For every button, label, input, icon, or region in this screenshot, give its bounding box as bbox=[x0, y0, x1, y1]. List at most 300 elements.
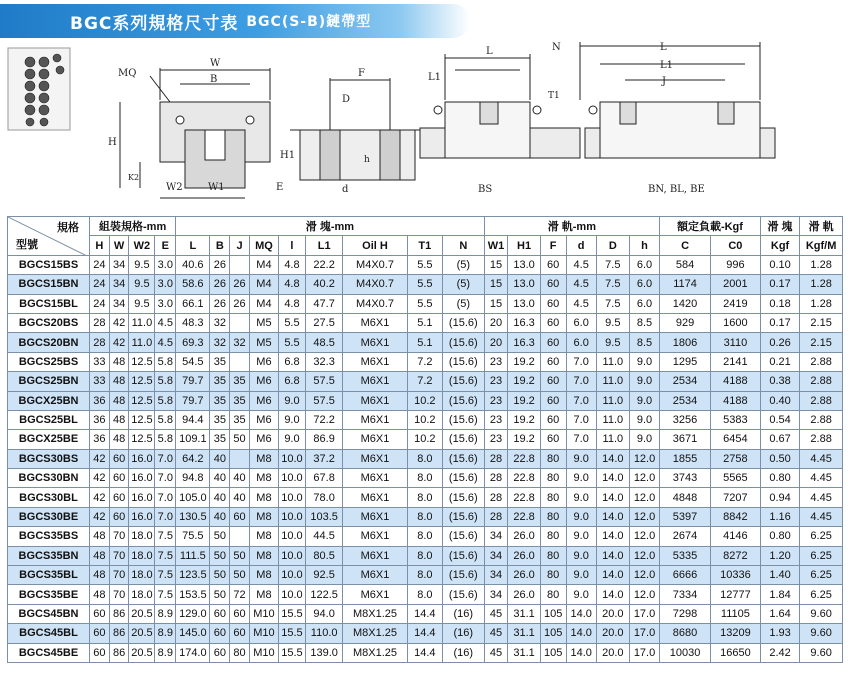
column-header: N bbox=[443, 236, 485, 255]
table-cell: 31.1 bbox=[508, 643, 540, 662]
table-cell: 40 bbox=[210, 507, 230, 526]
table-cell: 6.0 bbox=[566, 313, 596, 332]
table-cell: 2.88 bbox=[800, 352, 843, 371]
table-cell: 7.0 bbox=[566, 391, 596, 410]
table-cell: 33 bbox=[90, 372, 110, 391]
table-cell: 2.42 bbox=[760, 643, 799, 662]
table-cell: 11.0 bbox=[596, 391, 629, 410]
table-cell: (15.6) bbox=[443, 449, 485, 468]
table-cell: 60 bbox=[540, 255, 566, 274]
table-cell: 8.5 bbox=[629, 333, 659, 352]
table-cell: 35 bbox=[210, 410, 230, 429]
table-cell: 15.5 bbox=[278, 643, 305, 662]
table-cell: 5.5 bbox=[407, 255, 442, 274]
table-cell: 40.2 bbox=[305, 275, 342, 294]
table-cell: 130.5 bbox=[176, 507, 210, 526]
table-cell: (16) bbox=[443, 643, 485, 662]
side-view-bn-drawing bbox=[580, 42, 775, 195]
table-cell: 60 bbox=[540, 294, 566, 313]
table-cell: 48 bbox=[90, 585, 110, 604]
table-cell: 7.5 bbox=[155, 566, 176, 585]
group-load: 額定負載-Kgf bbox=[660, 217, 761, 236]
table-cell: 40 bbox=[230, 469, 250, 488]
table-cell: 60 bbox=[109, 449, 129, 468]
table-cell: M6X1 bbox=[343, 391, 407, 410]
title-banner bbox=[0, 4, 470, 38]
table-cell: 15.5 bbox=[278, 604, 305, 623]
table-cell: 10.0 bbox=[278, 585, 305, 604]
table-cell: 6.8 bbox=[278, 372, 305, 391]
table-cell: 14.0 bbox=[596, 469, 629, 488]
table-cell: 4146 bbox=[710, 527, 760, 546]
model-cell: BGCS15BN bbox=[8, 275, 90, 294]
table-cell: (15.6) bbox=[443, 507, 485, 526]
table-cell: (15.6) bbox=[443, 410, 485, 429]
label-mq: MQ bbox=[118, 68, 137, 79]
table-cell: 80 bbox=[540, 449, 566, 468]
table-cell: 6.8 bbox=[278, 352, 305, 371]
table-cell: 996 bbox=[710, 255, 760, 274]
table-cell: 7.2 bbox=[407, 352, 442, 371]
table-cell: 4.45 bbox=[800, 507, 843, 526]
table-cell: 2674 bbox=[660, 527, 711, 546]
table-cell: M4 bbox=[249, 294, 278, 313]
column-header: F bbox=[540, 236, 566, 255]
table-cell: 5335 bbox=[660, 546, 711, 565]
table-cell: 60 bbox=[210, 624, 230, 643]
label-f: F bbox=[358, 68, 365, 79]
table-cell: 9.5 bbox=[596, 333, 629, 352]
table-cell: 4.8 bbox=[278, 275, 305, 294]
table-cell: 40 bbox=[210, 488, 230, 507]
table-cell: M4X0.7 bbox=[343, 275, 407, 294]
table-cell: 40.6 bbox=[176, 255, 210, 274]
table-cell: 6.25 bbox=[800, 546, 843, 565]
table-cell: 60 bbox=[230, 507, 250, 526]
table-cell: 28 bbox=[484, 449, 508, 468]
table-cell: 1.28 bbox=[800, 275, 843, 294]
table-cell: 75.5 bbox=[176, 527, 210, 546]
table-cell: 48 bbox=[109, 372, 129, 391]
table-cell: 11.0 bbox=[596, 410, 629, 429]
table-cell: 48 bbox=[109, 391, 129, 410]
model-cell: BGCS20BS bbox=[8, 313, 90, 332]
column-header: C0 bbox=[710, 236, 760, 255]
table-cell: 5.5 bbox=[278, 313, 305, 332]
label-h1: H1 bbox=[280, 150, 296, 161]
table-row bbox=[8, 566, 843, 585]
table-cell: 60 bbox=[90, 624, 110, 643]
table-cell: 32.3 bbox=[305, 352, 342, 371]
table-cell: 6.0 bbox=[629, 275, 659, 294]
table-cell bbox=[230, 255, 250, 274]
table-cell: 2.88 bbox=[800, 372, 843, 391]
table-cell: M6X1 bbox=[343, 372, 407, 391]
model-cell: BGCS30BN bbox=[8, 469, 90, 488]
table-cell: 7.5 bbox=[155, 585, 176, 604]
ball-chain-photo bbox=[8, 48, 70, 130]
table-cell: 6.25 bbox=[800, 566, 843, 585]
table-cell: 105.0 bbox=[176, 488, 210, 507]
table-cell: 0.17 bbox=[760, 313, 799, 332]
table-cell: M4X0.7 bbox=[343, 255, 407, 274]
model-cell: BGCS35BN bbox=[8, 546, 90, 565]
table-cell: 45 bbox=[484, 604, 508, 623]
label-d-small: d bbox=[342, 184, 349, 195]
table-cell: 11.0 bbox=[596, 352, 629, 371]
table-cell: 2.88 bbox=[800, 391, 843, 410]
table-row bbox=[8, 507, 843, 526]
table-cell: 6.0 bbox=[629, 294, 659, 313]
table-cell: 78.0 bbox=[305, 488, 342, 507]
table-cell: 10.0 bbox=[278, 507, 305, 526]
table-cell: 8.0 bbox=[407, 566, 442, 585]
table-cell: 1600 bbox=[710, 313, 760, 332]
table-cell: 57.5 bbox=[305, 391, 342, 410]
table-cell: 13.0 bbox=[508, 275, 540, 294]
table-cell: 123.5 bbox=[176, 566, 210, 585]
table-cell: M6X1 bbox=[343, 546, 407, 565]
table-cell: 110.0 bbox=[305, 624, 342, 643]
table-cell: 7.0 bbox=[566, 352, 596, 371]
table-cell: M6 bbox=[249, 372, 278, 391]
table-cell: 34 bbox=[109, 255, 129, 274]
table-cell: M10 bbox=[249, 624, 278, 643]
table-cell: 14.0 bbox=[596, 527, 629, 546]
table-cell: 14.0 bbox=[596, 488, 629, 507]
table-cell: 7207 bbox=[710, 488, 760, 507]
table-cell: 60 bbox=[540, 352, 566, 371]
table-cell: 79.7 bbox=[176, 391, 210, 410]
table-cell: M6 bbox=[249, 352, 278, 371]
model-cell: BGCX25BE bbox=[8, 430, 90, 449]
table-cell: 8.9 bbox=[155, 604, 176, 623]
label-w2: W2 bbox=[166, 182, 183, 193]
table-cell: M6X1 bbox=[343, 566, 407, 585]
table-cell: M8 bbox=[249, 488, 278, 507]
table-cell: 13.0 bbox=[508, 294, 540, 313]
table-cell: 9.0 bbox=[566, 546, 596, 565]
table-cell: 94.4 bbox=[176, 410, 210, 429]
table-row bbox=[8, 313, 843, 332]
table-cell: 2534 bbox=[660, 391, 711, 410]
table-cell: M8 bbox=[249, 449, 278, 468]
table-cell: (15.6) bbox=[443, 372, 485, 391]
table-cell: (15.6) bbox=[443, 527, 485, 546]
table-cell: 1420 bbox=[660, 294, 711, 313]
table-cell: 2.15 bbox=[800, 333, 843, 352]
table-cell: 9.5 bbox=[129, 294, 155, 313]
table-cell: 4188 bbox=[710, 391, 760, 410]
table-cell: 12.0 bbox=[629, 469, 659, 488]
table-cell: 8.0 bbox=[407, 527, 442, 546]
table-cell: 60 bbox=[90, 604, 110, 623]
table-cell: 9.0 bbox=[278, 430, 305, 449]
table-cell: 7.5 bbox=[596, 275, 629, 294]
table-cell: 72.2 bbox=[305, 410, 342, 429]
table-cell: 8842 bbox=[710, 507, 760, 526]
table-cell: 16.0 bbox=[129, 469, 155, 488]
table-cell: 50 bbox=[210, 546, 230, 565]
table-cell: 10.0 bbox=[278, 527, 305, 546]
table-cell: 10.0 bbox=[278, 469, 305, 488]
spec-table bbox=[7, 216, 843, 663]
table-cell bbox=[230, 449, 250, 468]
label-bn-l1: L1 bbox=[660, 60, 674, 71]
table-cell: 14.4 bbox=[407, 624, 442, 643]
table-cell: 2001 bbox=[710, 275, 760, 294]
column-header: W bbox=[109, 236, 129, 255]
table-cell: 32 bbox=[230, 333, 250, 352]
table-cell: 153.5 bbox=[176, 585, 210, 604]
table-cell: 42 bbox=[90, 449, 110, 468]
table-cell: 7.5 bbox=[596, 255, 629, 274]
table-cell: 0.80 bbox=[760, 469, 799, 488]
table-cell: 70 bbox=[109, 566, 129, 585]
table-cell: 7.5 bbox=[596, 294, 629, 313]
table-cell: 16.3 bbox=[508, 313, 540, 332]
table-cell: 17.0 bbox=[629, 643, 659, 662]
table-cell: 15 bbox=[484, 294, 508, 313]
table-cell: 12.5 bbox=[129, 391, 155, 410]
table-cell: 8680 bbox=[660, 624, 711, 643]
table-cell: 8.0 bbox=[407, 585, 442, 604]
table-cell: 48 bbox=[90, 546, 110, 565]
column-header: T1 bbox=[407, 236, 442, 255]
label-bs-n: N bbox=[552, 42, 561, 53]
table-cell: 15.5 bbox=[278, 624, 305, 643]
table-cell: 45 bbox=[484, 624, 508, 643]
table-cell: 12.5 bbox=[129, 430, 155, 449]
table-cell: M8X1.25 bbox=[343, 604, 407, 623]
table-cell: 8.0 bbox=[407, 449, 442, 468]
table-cell: M4 bbox=[249, 275, 278, 294]
table-cell: 8.9 bbox=[155, 624, 176, 643]
table-cell: M6X1 bbox=[343, 527, 407, 546]
table-cell: 3743 bbox=[660, 469, 711, 488]
column-header: W1 bbox=[484, 236, 508, 255]
table-row bbox=[8, 643, 843, 662]
table-cell: 8.9 bbox=[155, 643, 176, 662]
table-cell: 5.5 bbox=[407, 275, 442, 294]
label-k2: K2 bbox=[128, 173, 140, 182]
table-cell: 64.2 bbox=[176, 449, 210, 468]
table-cell: 16.0 bbox=[129, 449, 155, 468]
table-cell: 80 bbox=[540, 488, 566, 507]
table-row bbox=[8, 546, 843, 565]
table-cell: 35 bbox=[210, 391, 230, 410]
table-cell: 5.1 bbox=[407, 333, 442, 352]
table-cell: 8.5 bbox=[629, 313, 659, 332]
table-cell: (15.6) bbox=[443, 352, 485, 371]
table-cell: 16.0 bbox=[129, 507, 155, 526]
table-cell: M6X1 bbox=[343, 469, 407, 488]
table-cell: 14.4 bbox=[407, 604, 442, 623]
table-cell: 48.5 bbox=[305, 333, 342, 352]
table-cell: 14.0 bbox=[596, 449, 629, 468]
model-cell: BGCS25BN bbox=[8, 372, 90, 391]
table-cell: 2534 bbox=[660, 372, 711, 391]
table-cell: 2758 bbox=[710, 449, 760, 468]
table-row bbox=[8, 585, 843, 604]
table-cell: 34 bbox=[484, 546, 508, 565]
table-row bbox=[8, 410, 843, 429]
table-cell: 94.8 bbox=[176, 469, 210, 488]
table-cell: 4.5 bbox=[566, 294, 596, 313]
table-cell: 26.0 bbox=[508, 585, 540, 604]
table-cell: (15.6) bbox=[443, 469, 485, 488]
table-cell: 11105 bbox=[710, 604, 760, 623]
table-cell: 9.5 bbox=[129, 255, 155, 274]
table-cell: 4.45 bbox=[800, 469, 843, 488]
table-cell: 23 bbox=[484, 372, 508, 391]
table-cell: M6 bbox=[249, 410, 278, 429]
table-cell: 60 bbox=[109, 469, 129, 488]
table-cell: 12.5 bbox=[129, 410, 155, 429]
table-cell: (15.6) bbox=[443, 391, 485, 410]
table-cell: 10.0 bbox=[278, 546, 305, 565]
technical-drawings bbox=[0, 40, 850, 215]
table-cell: M6X1 bbox=[343, 585, 407, 604]
table-cell: 12.0 bbox=[629, 449, 659, 468]
column-header: W2 bbox=[129, 236, 155, 255]
label-w1: W1 bbox=[208, 182, 225, 193]
table-cell: 28 bbox=[484, 507, 508, 526]
table-cell: (5) bbox=[443, 255, 485, 274]
table-cell: 7.0 bbox=[566, 372, 596, 391]
model-cell: BGCS35BL bbox=[8, 566, 90, 585]
table-cell: 12.0 bbox=[629, 546, 659, 565]
table-cell: 58.6 bbox=[176, 275, 210, 294]
table-cell: 28 bbox=[90, 333, 110, 352]
table-cell: 60 bbox=[540, 430, 566, 449]
table-cell: 4.5 bbox=[566, 255, 596, 274]
table-cell bbox=[230, 352, 250, 371]
table-cell: 18.0 bbox=[129, 527, 155, 546]
table-cell: (15.6) bbox=[443, 546, 485, 565]
model-cell: BGCS30BL bbox=[8, 488, 90, 507]
table-cell: 13.0 bbox=[508, 255, 540, 274]
table-cell: 19.2 bbox=[508, 410, 540, 429]
group-rail-weight: 滑 軌 bbox=[800, 217, 843, 236]
column-header-row bbox=[8, 236, 843, 255]
table-cell: 42 bbox=[90, 488, 110, 507]
table-cell: (15.6) bbox=[443, 430, 485, 449]
table-cell: 0.21 bbox=[760, 352, 799, 371]
table-cell: 60 bbox=[90, 643, 110, 662]
table-cell: 31.1 bbox=[508, 604, 540, 623]
table-cell: 3671 bbox=[660, 430, 711, 449]
table-cell: 10030 bbox=[660, 643, 711, 662]
column-header: B bbox=[210, 236, 230, 255]
label-bn-l: L bbox=[660, 42, 667, 53]
table-cell: 44.5 bbox=[305, 527, 342, 546]
table-cell: 66.1 bbox=[176, 294, 210, 313]
model-cell: BGCS20BN bbox=[8, 333, 90, 352]
table-cell: 34 bbox=[484, 566, 508, 585]
table-cell: 0.80 bbox=[760, 527, 799, 546]
table-cell: 10.0 bbox=[278, 449, 305, 468]
table-cell: 7298 bbox=[660, 604, 711, 623]
table-cell: 35 bbox=[230, 391, 250, 410]
table-cell: 0.38 bbox=[760, 372, 799, 391]
model-cell: BGCS25BS bbox=[8, 352, 90, 371]
table-cell: 31.1 bbox=[508, 624, 540, 643]
group-block-weight: 滑 塊 bbox=[760, 217, 799, 236]
table-cell: 50 bbox=[210, 585, 230, 604]
table-cell: M8 bbox=[249, 527, 278, 546]
table-cell: 1.16 bbox=[760, 507, 799, 526]
table-cell: 0.10 bbox=[760, 255, 799, 274]
table-cell: 54.5 bbox=[176, 352, 210, 371]
label-h: H bbox=[108, 137, 117, 148]
table-cell: 1.20 bbox=[760, 546, 799, 565]
table-cell: 0.18 bbox=[760, 294, 799, 313]
table-cell: 26 bbox=[210, 255, 230, 274]
table-cell: 60 bbox=[109, 488, 129, 507]
side-view-bs-drawing bbox=[420, 42, 580, 195]
table-cell: 1.93 bbox=[760, 624, 799, 643]
table-cell: 23 bbox=[484, 410, 508, 429]
table-cell: 60 bbox=[210, 643, 230, 662]
group-rail: 滑 軌-mm bbox=[484, 217, 660, 236]
table-row bbox=[8, 294, 843, 313]
table-cell: 103.5 bbox=[305, 507, 342, 526]
table-cell: 26.0 bbox=[508, 566, 540, 585]
column-header: h bbox=[629, 236, 659, 255]
table-cell: 80 bbox=[540, 546, 566, 565]
table-cell: 22.8 bbox=[508, 507, 540, 526]
table-cell: 145.0 bbox=[176, 624, 210, 643]
table-cell: 72 bbox=[230, 585, 250, 604]
table-cell: M6X1 bbox=[343, 410, 407, 429]
table-cell: 20 bbox=[484, 333, 508, 352]
table-cell: M8 bbox=[249, 546, 278, 565]
table-cell: 12.0 bbox=[629, 585, 659, 604]
table-cell: M5 bbox=[249, 333, 278, 352]
table-cell: (15.6) bbox=[443, 566, 485, 585]
table-cell: 42 bbox=[109, 313, 129, 332]
table-cell: 20 bbox=[484, 313, 508, 332]
label-h-small: h bbox=[364, 155, 370, 165]
table-cell: 22.8 bbox=[508, 449, 540, 468]
table-cell: 4.5 bbox=[155, 333, 176, 352]
table-cell: 6454 bbox=[710, 430, 760, 449]
table-cell: M6X1 bbox=[343, 313, 407, 332]
table-cell: 12.5 bbox=[129, 372, 155, 391]
table-cell: 12.0 bbox=[629, 507, 659, 526]
model-cell: BGCS25BL bbox=[8, 410, 90, 429]
table-row bbox=[8, 255, 843, 274]
table-cell: 60 bbox=[109, 507, 129, 526]
table-cell: 4.8 bbox=[278, 294, 305, 313]
table-cell: 19.2 bbox=[508, 372, 540, 391]
table-cell: 1.28 bbox=[800, 255, 843, 274]
table-cell: 23 bbox=[484, 391, 508, 410]
table-cell: 57.5 bbox=[305, 372, 342, 391]
table-cell: 3.0 bbox=[155, 294, 176, 313]
table-cell: 16.3 bbox=[508, 333, 540, 352]
model-cell: BGCX25BN bbox=[8, 391, 90, 410]
column-header: L bbox=[176, 236, 210, 255]
table-cell: 0.54 bbox=[760, 410, 799, 429]
table-cell: (15.6) bbox=[443, 333, 485, 352]
table-cell: 18.0 bbox=[129, 566, 155, 585]
table-cell: 5383 bbox=[710, 410, 760, 429]
table-cell: 0.40 bbox=[760, 391, 799, 410]
table-cell: 26.0 bbox=[508, 527, 540, 546]
table-cell: 27.5 bbox=[305, 313, 342, 332]
